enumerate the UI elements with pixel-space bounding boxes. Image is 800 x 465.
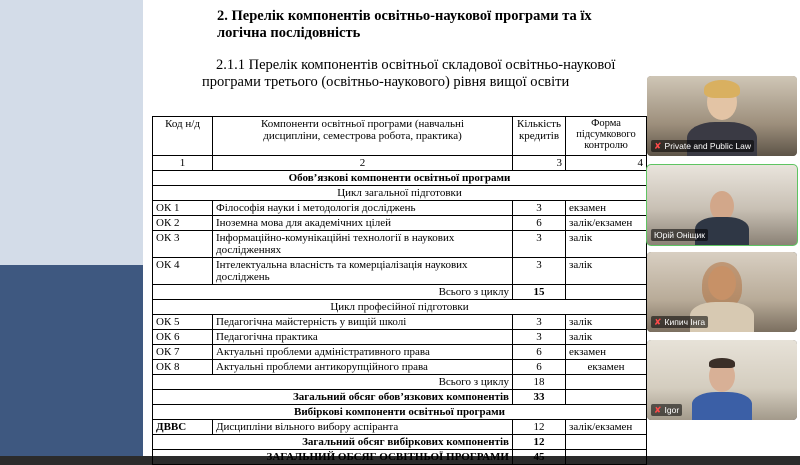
components-table — [152, 116, 647, 465]
table-row: ОК 8 Актуальні проблеми антикорупційного права 6 екзамен — [153, 360, 647, 375]
mic-muted-icon: ✘ — [654, 316, 662, 327]
elective-total-row: Загальний обсяг вибіркових компонентів 12 — [153, 435, 647, 450]
participant-name-tag: Юрій Оніщик — [651, 229, 708, 241]
header-control: Форма підсумкового контролю — [566, 117, 647, 156]
table-index-row: 1 2 3 4 — [153, 156, 647, 171]
table-row: ОК 5 Педагогічна майстерність у вищій школі 3 залік — [153, 315, 647, 330]
table-row: ОК 4 Інтелектуальна власність та комерціалізація наукових досліджень 3 залік — [153, 258, 647, 285]
general-total-row: Всього з циклу 15 — [153, 285, 647, 300]
background-dark-panel — [0, 265, 143, 456]
table-header-row — [153, 117, 647, 156]
section-heading-line2: логічна послідовність — [217, 25, 361, 41]
section-heading — [217, 8, 647, 42]
table-row: ОК 6 Педагогічна практика 3 залік — [153, 330, 647, 345]
elective-section-row: Вибіркові компоненти освітньої програми — [153, 405, 647, 420]
table-row: ОК 3 Інформаційно-комунікаційні технології в наукових дослідженнях 3 залік — [153, 231, 647, 258]
mandatory-total-row: Загальний обсяг обов’язкових компонентів 33 — [153, 390, 647, 405]
participant-name-tag: ✘ Igor — [651, 404, 682, 416]
subsection-heading-line1: 2.1.1 Перелік компонентів освітньої складової освітньо-наукової — [216, 57, 616, 73]
grand-total-row: ЗАГАЛЬНИЙ ОБСЯГ ОСВІТНЬОЇ ПРОГРАМИ 45 — [153, 450, 647, 465]
table-row: ДВВС Дисципліни вільного вибору аспіранта 12 залік/екзамен — [153, 420, 647, 435]
background-light-panel — [0, 0, 143, 265]
participant-name-tag: ✘ Кипич Інга — [651, 316, 708, 328]
participant-hair — [704, 80, 740, 98]
participant-torso — [692, 392, 752, 420]
participant-tile[interactable] — [647, 340, 797, 420]
participant-hair — [709, 358, 735, 368]
table-row: ОК 2 Іноземна мова для академічних цілей 6 залік/екзамен — [153, 216, 647, 231]
mic-muted-icon: ✘ — [654, 404, 662, 415]
subsection-heading — [202, 57, 642, 91]
table-row: ОК 1 Філософія науки і методологія досліджень 3 екзамен — [153, 201, 647, 216]
participant-name-tag: ✘ Private and Public Law — [651, 140, 754, 152]
mic-muted-icon: ✘ — [654, 140, 662, 151]
professional-total-row: Всього з циклу 18 — [153, 375, 647, 390]
header-component: Компоненти освітньої програми (навчальні дисципліни, семестрова робота, практика) — [213, 117, 513, 156]
table-row: ОК 7 Актуальні проблеми адміністративного права 6 екзамен — [153, 345, 647, 360]
participant-tile[interactable] — [647, 252, 797, 332]
header-credits: Кількість кредитів — [513, 117, 566, 156]
participant-tile-active[interactable] — [647, 165, 797, 245]
header-code: Код н/д — [153, 117, 213, 156]
subsection-heading-line2: програми третього (освітньо-наукового) рівня вищої освіти — [202, 74, 570, 90]
section-heading-line1: 2. Перелік компонентів освітньо-наукової програми та їх — [217, 8, 592, 24]
participant-tile[interactable] — [647, 76, 797, 156]
general-cycle-row: Цикл загальної підготовки — [153, 186, 647, 201]
professional-cycle-row: Цикл професійної підготовки — [153, 300, 647, 315]
mandatory-section-row: Обов’язкові компоненти освітньої програми — [153, 171, 647, 186]
